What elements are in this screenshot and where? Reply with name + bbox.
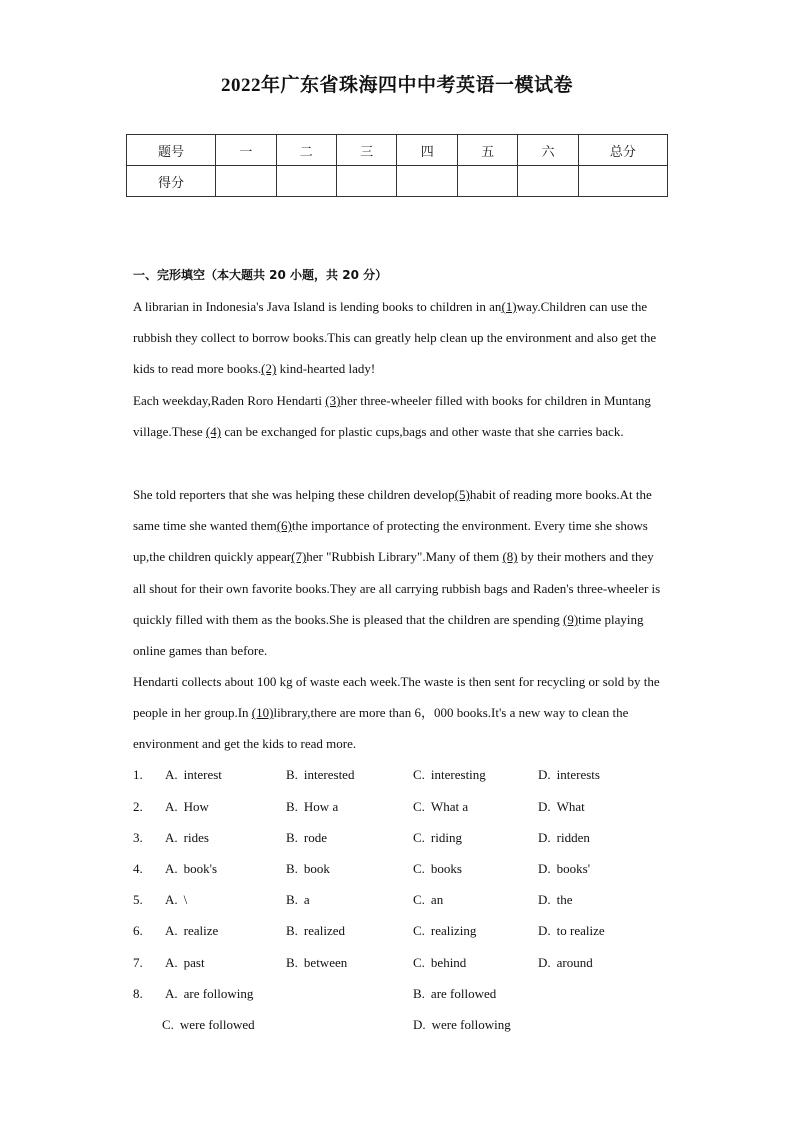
option-letter: C.: [413, 767, 425, 782]
option-letter: C.: [413, 830, 425, 845]
question-item: [133, 892, 673, 912]
question-number: 3.: [133, 830, 143, 845]
question-number: 6.: [133, 923, 143, 938]
option-text: an: [430, 892, 444, 907]
question-item: [133, 923, 673, 943]
passage-text: She told reporters that she was helping these children develop: [133, 487, 455, 502]
score-row-label: 得分: [127, 166, 216, 197]
passage-text: the importance of protecting the environment. Every time she shows up,the children quickly appear: [133, 518, 648, 565]
option-c[interactable]: [413, 767, 486, 783]
score-header-cell: 三: [337, 135, 397, 166]
option-a[interactable]: [165, 892, 187, 908]
passage-text: time playing online games than before.: [133, 611, 644, 659]
option-b[interactable]: [286, 861, 330, 877]
option-letter: A.: [165, 892, 178, 907]
option-text: were following: [431, 1017, 511, 1032]
option-text: to realize: [556, 923, 605, 938]
passage-paragraph-1: [133, 291, 663, 385]
question-number: 4.: [133, 861, 143, 876]
score-header-cell: 五: [457, 135, 517, 166]
option-text: books': [556, 861, 591, 876]
option-letter: B.: [286, 861, 298, 876]
option-c[interactable]: [413, 923, 476, 939]
option-a[interactable]: [165, 923, 218, 939]
option-letter: B.: [286, 892, 298, 907]
option-text: are following: [183, 986, 254, 1001]
passage-paragraph-2: [133, 385, 663, 447]
option-b[interactable]: [286, 799, 338, 815]
option-letter: C.: [162, 1017, 174, 1032]
score-table-score-row: [127, 166, 668, 197]
option-letter: A.: [165, 986, 178, 1001]
option-text: realize: [183, 923, 219, 938]
question-item: [133, 767, 673, 787]
passage-text: by their mothers and they all shout for their own favorite books.They are all carrying rubbish bags and Raden's three-wheeler is quickly filled with them as the books.She is pleased that the children are spending: [133, 549, 661, 627]
question-number: 8.: [133, 986, 143, 1001]
option-text: What: [556, 799, 585, 814]
option-c[interactable]: [413, 799, 468, 815]
option-b[interactable]: [413, 986, 496, 1002]
option-letter: B.: [413, 986, 425, 1001]
blank-10: (10): [251, 705, 274, 721]
option-text: How: [183, 799, 209, 814]
option-text: realizing: [430, 923, 477, 938]
question-item: [133, 799, 673, 819]
option-text: past: [183, 955, 205, 970]
option-c[interactable]: [413, 830, 462, 846]
option-d[interactable]: [538, 830, 590, 846]
option-a[interactable]: [165, 799, 209, 815]
option-d[interactable]: [538, 767, 600, 783]
option-letter: B.: [286, 955, 298, 970]
option-text: between: [303, 955, 348, 970]
option-c[interactable]: [413, 955, 466, 971]
question-item: [133, 955, 673, 975]
blank-5: (5): [454, 487, 470, 502]
option-letter: C.: [413, 955, 425, 970]
blank-4: (4): [205, 424, 222, 440]
passage-text: A librarian in Indonesia's Java Island is lending books to children in an: [133, 299, 502, 314]
option-letter: B.: [286, 767, 298, 782]
question-number: 7.: [133, 955, 143, 970]
option-a[interactable]: [165, 767, 222, 783]
option-text: book's: [183, 861, 218, 876]
score-cell: [397, 166, 457, 197]
option-letter: D.: [413, 1017, 426, 1032]
score-cell: [216, 166, 276, 197]
option-a[interactable]: [165, 955, 205, 971]
score-cell: [518, 166, 578, 197]
option-d[interactable]: [538, 892, 573, 908]
score-cell: [276, 166, 336, 197]
question-item-continued: [133, 1017, 673, 1037]
score-table-header-row: [127, 135, 668, 166]
score-header-cell: 题号: [127, 135, 216, 166]
option-b[interactable]: [286, 923, 345, 939]
blank-6: (6): [276, 518, 292, 534]
blank-2: (2): [261, 361, 277, 377]
passage-text: library,there are more than 6，000 books.It's a new way to clean the environment and get the kids to read more.: [133, 705, 629, 752]
option-a[interactable]: [165, 986, 253, 1002]
option-letter: A.: [165, 861, 178, 876]
score-header-cell: 二: [276, 135, 336, 166]
option-text: around: [556, 955, 593, 970]
option-letter: A.: [165, 955, 178, 970]
score-cell: [457, 166, 517, 197]
option-letter: D.: [538, 861, 551, 876]
option-letter: D.: [538, 955, 551, 970]
option-b[interactable]: [286, 767, 354, 783]
option-text: were followed: [179, 1017, 255, 1032]
option-a[interactable]: [165, 830, 209, 846]
option-text: a: [303, 892, 310, 907]
option-letter: A.: [165, 923, 178, 938]
option-d[interactable]: [538, 923, 605, 939]
score-header-cell: 总分: [578, 135, 667, 166]
option-text: are followed: [430, 986, 497, 1001]
option-letter: C.: [413, 799, 425, 814]
blank-1: (1): [501, 299, 517, 314]
option-c[interactable]: [413, 861, 462, 877]
option-letter: B.: [286, 830, 298, 845]
option-letter: C.: [413, 892, 425, 907]
option-letter: D.: [538, 892, 551, 907]
option-letter: D.: [538, 767, 551, 782]
passage-text: way.Children can use the rubbish they collect to borrow books.This can greatly help clean up the environment and also get the kids to read more books.: [133, 299, 657, 377]
passage-text: Each weekday,Raden Roro Hendarti: [133, 393, 326, 408]
option-letter: B.: [286, 799, 298, 814]
page-title: 2022年广东省珠海四中中考英语一模试卷: [220, 75, 573, 96]
option-letter: B.: [286, 923, 298, 938]
option-b[interactable]: [286, 955, 347, 971]
option-text: rode: [303, 830, 328, 845]
question-number: 1.: [133, 767, 143, 782]
option-text: riding: [430, 830, 462, 845]
score-cell: [578, 166, 667, 197]
option-d[interactable]: [413, 1017, 511, 1033]
blank-9: (9): [562, 611, 579, 627]
option-letter: C.: [413, 861, 425, 876]
blank-3: (3): [325, 393, 341, 408]
option-text: interest: [183, 767, 222, 782]
option-text: interested: [303, 767, 355, 782]
option-c[interactable]: [162, 1017, 255, 1033]
option-text: rides: [183, 830, 209, 845]
option-text: realized: [303, 923, 346, 938]
score-table: [126, 134, 668, 197]
option-text: ridden: [556, 830, 590, 845]
passage-text: can be exchanged for plastic cups,bags and other waste that she carries back.: [221, 424, 624, 440]
option-text: What a: [430, 799, 469, 814]
question-item: [133, 830, 673, 850]
passage-text: her three-wheeler filled with books for children in Muntang village.These: [133, 393, 651, 440]
question-item: [133, 986, 673, 1006]
option-letter: A.: [165, 799, 178, 814]
question-number: 2.: [133, 799, 143, 814]
option-text: interests: [556, 767, 600, 782]
score-header-cell: 一: [216, 135, 276, 166]
passage-paragraph-4: [133, 666, 663, 760]
option-letter: D.: [538, 830, 551, 845]
section-heading: 一、完形填空（本大题共 20 小题，共 20 分）: [133, 268, 388, 282]
score-cell: [337, 166, 397, 197]
option-b[interactable]: [286, 892, 310, 908]
option-letter: C.: [413, 923, 425, 938]
passage-text: kind-hearted lady!: [276, 361, 376, 377]
blank-8: (8): [502, 549, 518, 565]
option-d[interactable]: [538, 799, 585, 815]
option-letter: D.: [538, 923, 551, 938]
passage-text: her "Rubbish Library".Many of them: [306, 549, 503, 565]
question-item: [133, 861, 673, 881]
option-letter: A.: [165, 767, 178, 782]
option-text: the: [556, 892, 573, 907]
option-text: How a: [303, 799, 339, 814]
option-d[interactable]: [538, 955, 593, 971]
option-a[interactable]: [165, 861, 217, 877]
option-letter: D.: [538, 799, 551, 814]
score-header-cell: 六: [518, 135, 578, 166]
option-text: book: [303, 861, 330, 876]
passage-text: Hendarti collects about 100 kg of waste each week.The waste is then sent for recycling or sold by the people in her group.In: [133, 674, 660, 721]
option-d[interactable]: [538, 861, 590, 877]
option-c[interactable]: [413, 892, 443, 908]
option-text: \: [183, 892, 188, 907]
blank-7: (7): [291, 549, 307, 565]
question-number: 5.: [133, 892, 143, 907]
passage-paragraph-3: [133, 479, 663, 666]
score-header-cell: 四: [397, 135, 457, 166]
option-text: interesting: [430, 767, 486, 782]
passage-text: habit of reading more books.At the same time she wanted them: [133, 487, 652, 534]
option-letter: A.: [165, 830, 178, 845]
option-b[interactable]: [286, 830, 327, 846]
option-text: books: [430, 861, 462, 876]
option-text: behind: [430, 955, 467, 970]
